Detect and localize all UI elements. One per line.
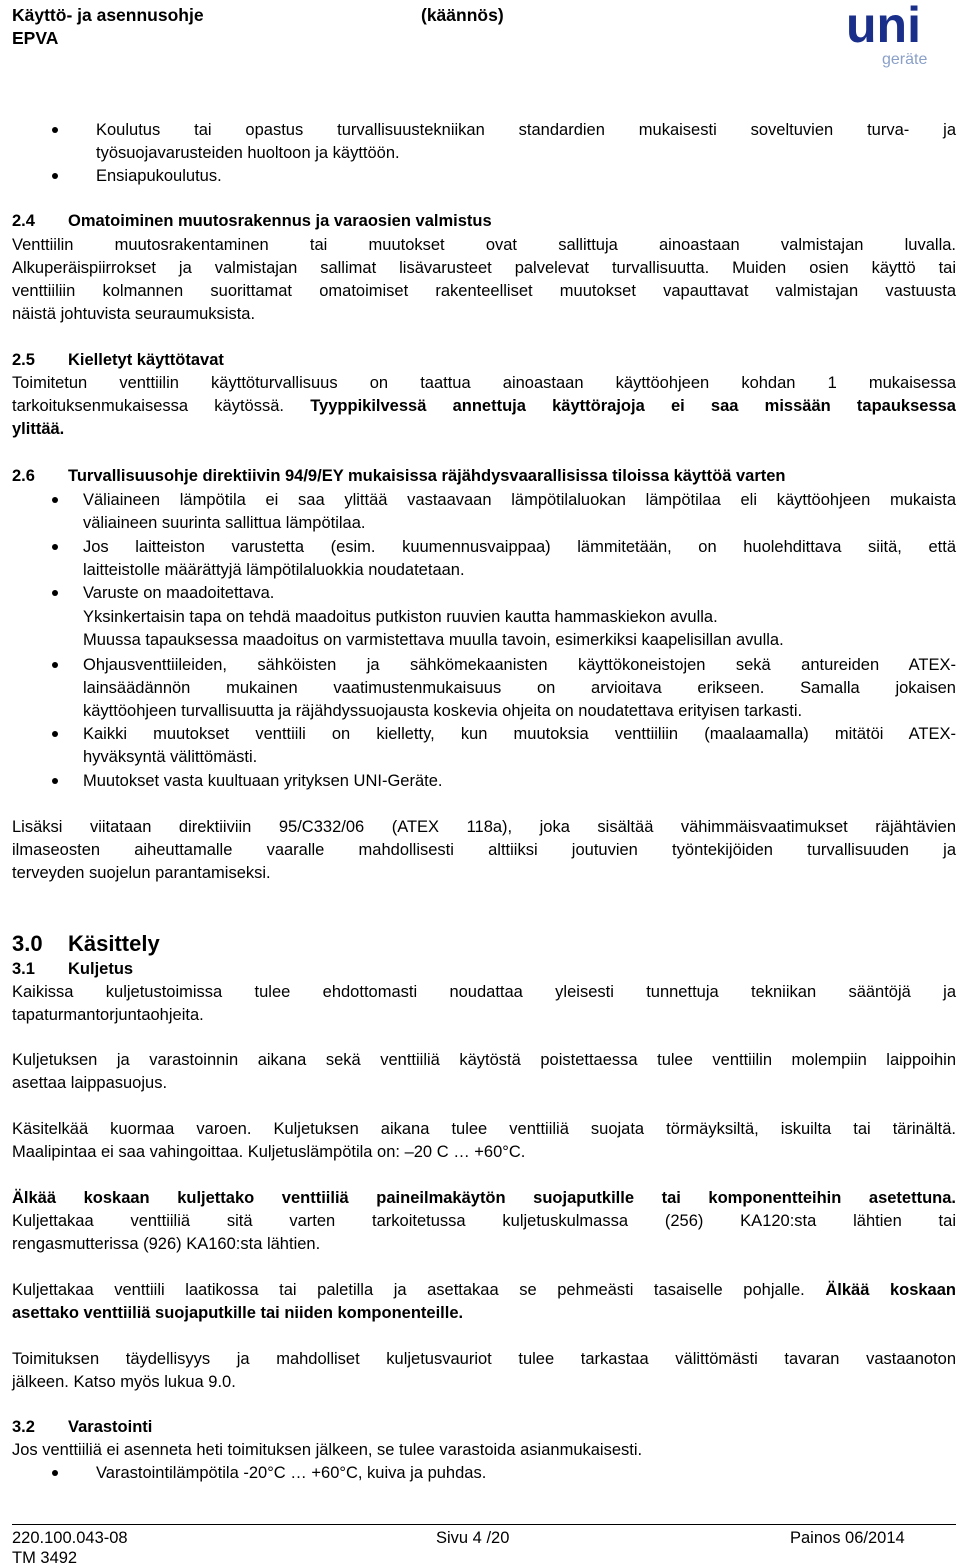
- warning-text: Tyyppikilvessä annettuja käyttörajoja ei saa missään tapauksessa: [310, 397, 956, 415]
- footer-page-number: Sivu 4 /20: [436, 1529, 510, 1547]
- bullet-icon: [52, 497, 58, 503]
- bullet-icon: [52, 173, 58, 179]
- paragraph-line: Kuljetuksen ja varastoinnin aikana sekä venttiiliä käytöstä poistettaessa tulee venttiilin molempiin laippoihin: [12, 1051, 956, 1069]
- footer-doc-number: 220.100.043-08: [12, 1529, 128, 1547]
- footer-tm-number: TM 3492: [12, 1549, 78, 1567]
- document-title: Käyttö- ja asennusohje: [12, 5, 204, 25]
- section-number-3-2: 3.2: [12, 1418, 35, 1436]
- paragraph-line: näistä johtuvista seuraumuksista.: [12, 305, 256, 323]
- section-number-2-4: 2.4: [12, 212, 35, 230]
- paragraph-line: ilmaseosten aiheuttamalle vaaralle mahdollisesti alttiiksi joutuvien työntekijöiden turvallisuuden ja: [12, 841, 956, 859]
- warning-text: Älkää koskaan kuljettako venttiiliä paineilmakäytön suojaputkille tai komponentteihin asetettuna.: [12, 1189, 956, 1207]
- paragraph-line: Toimituksen täydellisyys ja mahdolliset kuljetusvauriot tulee tarkastaa välittömästi tavaran vastaanoton: [12, 1350, 956, 1368]
- list-item-line: väliaineen suurinta sallittua lämpötilaa.: [83, 514, 366, 532]
- paragraph-line: jälkeen. Katso myös lukua 9.0.: [12, 1373, 236, 1391]
- bullet-icon: [52, 778, 58, 784]
- warning-text: Älkää koskaan: [825, 1281, 956, 1299]
- list-item-line: Muutokset vasta kuultuaan yrityksen UNI-Geräte.: [83, 772, 443, 790]
- bullet-icon: [52, 127, 58, 133]
- section-title-2-6: Turvallisuusohje direktiivin 94/9/EY mukaisissa räjähdysvaarallisissa tiloissa käyttöä varten: [68, 467, 786, 485]
- paragraph-text: Kuljettakaa venttiili laatikossa tai paletilla ja asettakaa se pehmeästi tasaiselle pohjalle.: [12, 1281, 805, 1299]
- section-title-2-4: Omatoiminen muutosrakennus ja varaosien valmistus: [68, 212, 492, 230]
- bullet-icon: [52, 1470, 58, 1476]
- bullet-icon: [52, 590, 58, 596]
- list-item-line: Ohjausventtiileiden, sähköisten ja sähkömekaanisten käyttökoneistojen sekä antureiden ATEX-: [83, 656, 956, 674]
- warning-text: ylittää.: [12, 420, 65, 438]
- section-title-3-2: Varastointi: [68, 1418, 153, 1436]
- section-title-2-5: Kielletyt käyttötavat: [68, 351, 224, 369]
- paragraph-line: Lisäksi viitataan direktiiviin 95/C332/06 (ATEX 118a), joka sisältää vähimmäisvaatimukset räjähtävien: [12, 818, 956, 836]
- paragraph-line: tapaturmantorjuntaohjeita.: [12, 1006, 204, 1024]
- uni-geraete-logo: [842, 2, 952, 72]
- list-item-line: työsuojavarusteiden huoltoon ja käyttöön.: [96, 144, 400, 162]
- list-item-line: lainsäädännön mukainen vaatimustenmukaisuus on arvioitava erikseen. Samalla jokaisen: [83, 679, 956, 697]
- logo-text: uni: [846, 2, 921, 53]
- document-product: EPVA: [12, 28, 59, 48]
- translation-note: (käännös): [421, 5, 504, 25]
- footer-divider: [12, 1524, 956, 1525]
- paragraph-line: rengasmutterissa (926) KA160:sta lähtien.: [12, 1235, 321, 1253]
- paragraph-line: [12, 1279, 956, 1302]
- list-item-line: Ensiapukoulutus.: [96, 167, 222, 185]
- paragraph-line: Kuljettakaa venttiiliä sitä varten tarkoitetussa kuljetuskulmassa (256) KA120:sta lähtien tai: [12, 1212, 956, 1230]
- bullet-icon: [52, 731, 58, 737]
- list-item-line: hyväksyntä välittömästi.: [83, 748, 258, 766]
- paragraph-line: Maalipintaa ei saa vahingoittaa. Kuljetuslämpötila on: –20 C … +60°C.: [12, 1143, 526, 1161]
- list-item-line: Väliaineen lämpötila ei saa ylittää vastaavaan lämpötilaluokan lämpötilaa eli käyttöohjeen mukaista: [83, 491, 956, 509]
- section-number-3-1: 3.1: [12, 960, 35, 978]
- bullet-icon: [52, 544, 58, 550]
- list-item-line: Muussa tapauksessa maadoitus on varmistettava muulla tavoin, esimerkiksi kaapelisillan avulla.: [83, 631, 784, 649]
- section-number-2-5: 2.5: [12, 351, 35, 369]
- list-item-line: laitteistolle määrättyjä lämpötilaluokkia noudatetaan.: [83, 561, 465, 579]
- list-item-line: Yksinkertaisin tapa on tehdä maadoitus putkiston ruuvien kautta hammaskiekon avulla.: [83, 608, 718, 626]
- list-item-line: Kaikki muutokset venttiili on kielletty, kun muutoksia venttiiliin (maalaamalla) mitätöi ATEX-: [83, 725, 956, 743]
- warning-text: asettako venttiiliä suojaputkille tai niiden komponenteille.: [12, 1304, 464, 1322]
- paragraph-line: [12, 395, 956, 418]
- paragraph-line: terveyden suojelun parantamiseksi.: [12, 864, 271, 882]
- list-item-line: Varastointilämpötila -20°C … +60°C, kuiva ja puhdas.: [96, 1464, 487, 1482]
- section-number-2-6: 2.6: [12, 467, 35, 485]
- chapter-number-3-0: 3.0: [12, 931, 43, 956]
- footer-edition: Painos 06/2014: [790, 1529, 905, 1547]
- list-item-line: Jos laitteiston varustetta (esim. kuumennusvaippaa) lämmitetään, on huolehdittava siitä, että: [83, 538, 956, 556]
- paragraph-line: Alkuperäispiirrokset ja valmistajan sallimat lisävarusteet palvelevat turvallisuutta. Muiden osien käyttö tai: [12, 259, 956, 277]
- section-title-3-1: Kuljetus: [68, 960, 134, 978]
- logo-subtext: geräte: [882, 51, 928, 68]
- list-item-line: Varuste on maadoitettava.: [83, 584, 275, 602]
- list-item-line: Koulutus tai opastus turvallisuustekniikan standardien mukaisesti soveltuvien turva- ja: [96, 121, 956, 139]
- paragraph-text: tarkoituksenmukaisessa käytössä.: [12, 397, 284, 415]
- chapter-title-3-0: Käsittely: [68, 931, 160, 956]
- paragraph-line: Jos venttiiliä ei asenneta heti toimituksen jälkeen, se tulee varastoida asianmukaisesti.: [12, 1441, 643, 1459]
- paragraph-line: Käsitelkää kuormaa varoen. Kuljetuksen aikana tulee venttiiliä suojata törmäyksiltä, iskuilta tai tärinältä.: [12, 1120, 956, 1138]
- paragraph-line: Venttiilin muutosrakentaminen tai muutokset ovat sallittuja ainoastaan valmistajan luvalla.: [12, 236, 956, 254]
- paragraph-line: Toimitetun venttiilin käyttöturvallisuus on taattua ainoastaan käyttöohjeen kohdan 1 mukaisessa: [12, 374, 956, 392]
- paragraph-line: asettaa laippasuojus.: [12, 1074, 168, 1092]
- paragraph-line: Kaikissa kuljetustoimissa tulee ehdottomasti noudattaa yleisesti tunnettuja tekniikan sääntöjä ja: [12, 983, 956, 1001]
- bullet-icon: [52, 662, 58, 668]
- paragraph-line: venttiiliin kolmannen suorittamat omatoimiset rakenteelliset muutokset vapauttavat valmistajan vastuusta: [12, 282, 956, 300]
- list-item-line: käyttöohjeen turvallisuutta ja räjähdyssuojausta koskevia ohjeita on noudatettava erityisen tarkasti.: [83, 702, 803, 720]
